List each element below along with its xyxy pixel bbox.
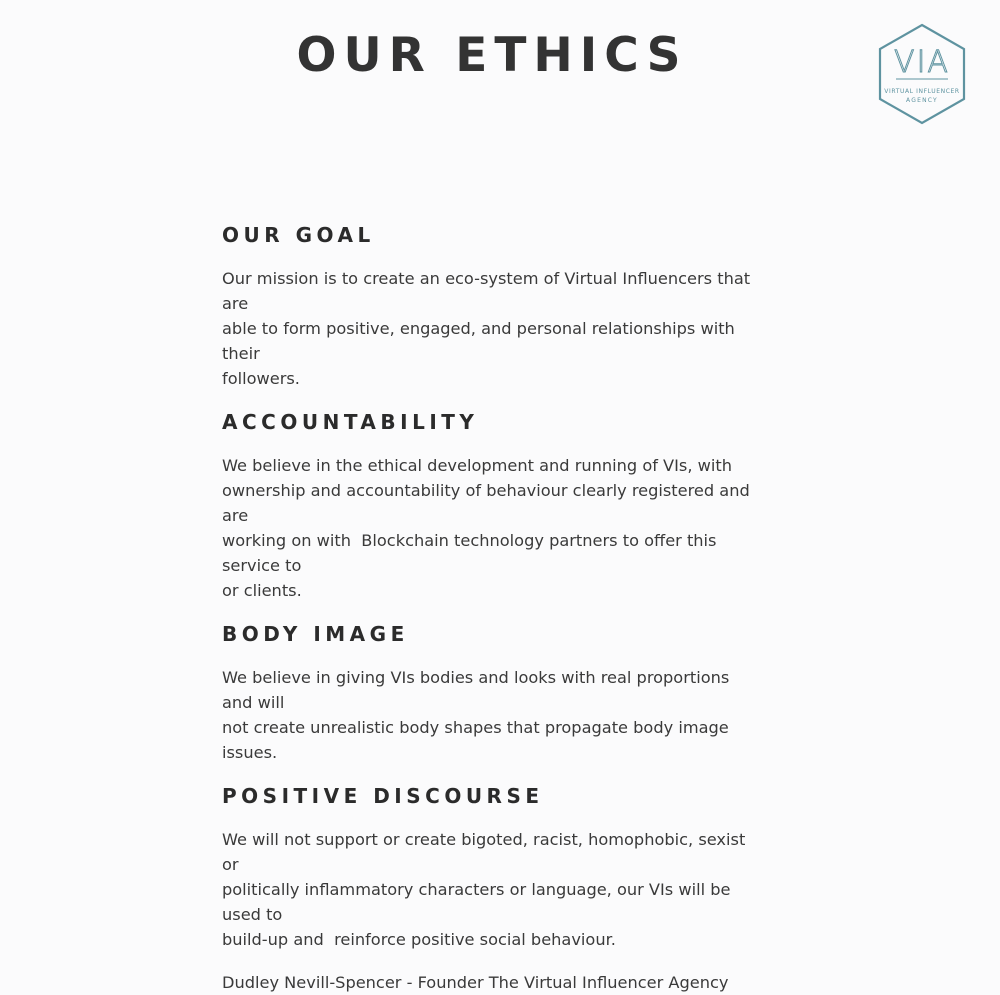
- via-logo: [876, 22, 968, 126]
- logo-line2: AGENCY: [906, 97, 938, 104]
- section-heading: ACCOUNTABILITY: [222, 410, 479, 434]
- section-heading: OUR GOAL: [222, 223, 375, 247]
- ethics-content: [222, 222, 762, 995]
- signature: Dudley Nevill-Spencer - Founder The Virtual Influencer Agency: [222, 973, 729, 992]
- section-body: We believe in the ethical development and running of VIs, with ownership and accountability of behaviour clearly registered and are working on with Blockchain technology partners to offer this service to or clients.: [222, 456, 750, 600]
- section-body-image: [222, 621, 762, 765]
- logo-line1: VIRTUAL INFLUENCER: [884, 88, 960, 95]
- section-heading: BODY IMAGE: [222, 622, 409, 646]
- section-positive-discourse: [222, 783, 762, 952]
- section-body: We will not support or create bigoted, racist, homophobic, sexist or politically inflammatory characters or language, our VIs will be used to build-up and reinforce positive social behaviour.: [222, 830, 746, 949]
- page-title: OUR ETHICS: [296, 28, 688, 83]
- section-our-goal: [222, 222, 762, 391]
- section-body: Our mission is to create an eco-system of Virtual Influencers that are able to form positive, engaged, and personal relationships with their followers.: [222, 269, 751, 388]
- section-body: We believe in giving VIs bodies and looks with real proportions and will not create unrealistic body shapes that propagate body image issues.: [222, 668, 730, 762]
- section-heading: POSITIVE DISCOURSE: [222, 784, 544, 808]
- logo-mark: VIA: [894, 45, 950, 80]
- section-accountability: [222, 409, 762, 603]
